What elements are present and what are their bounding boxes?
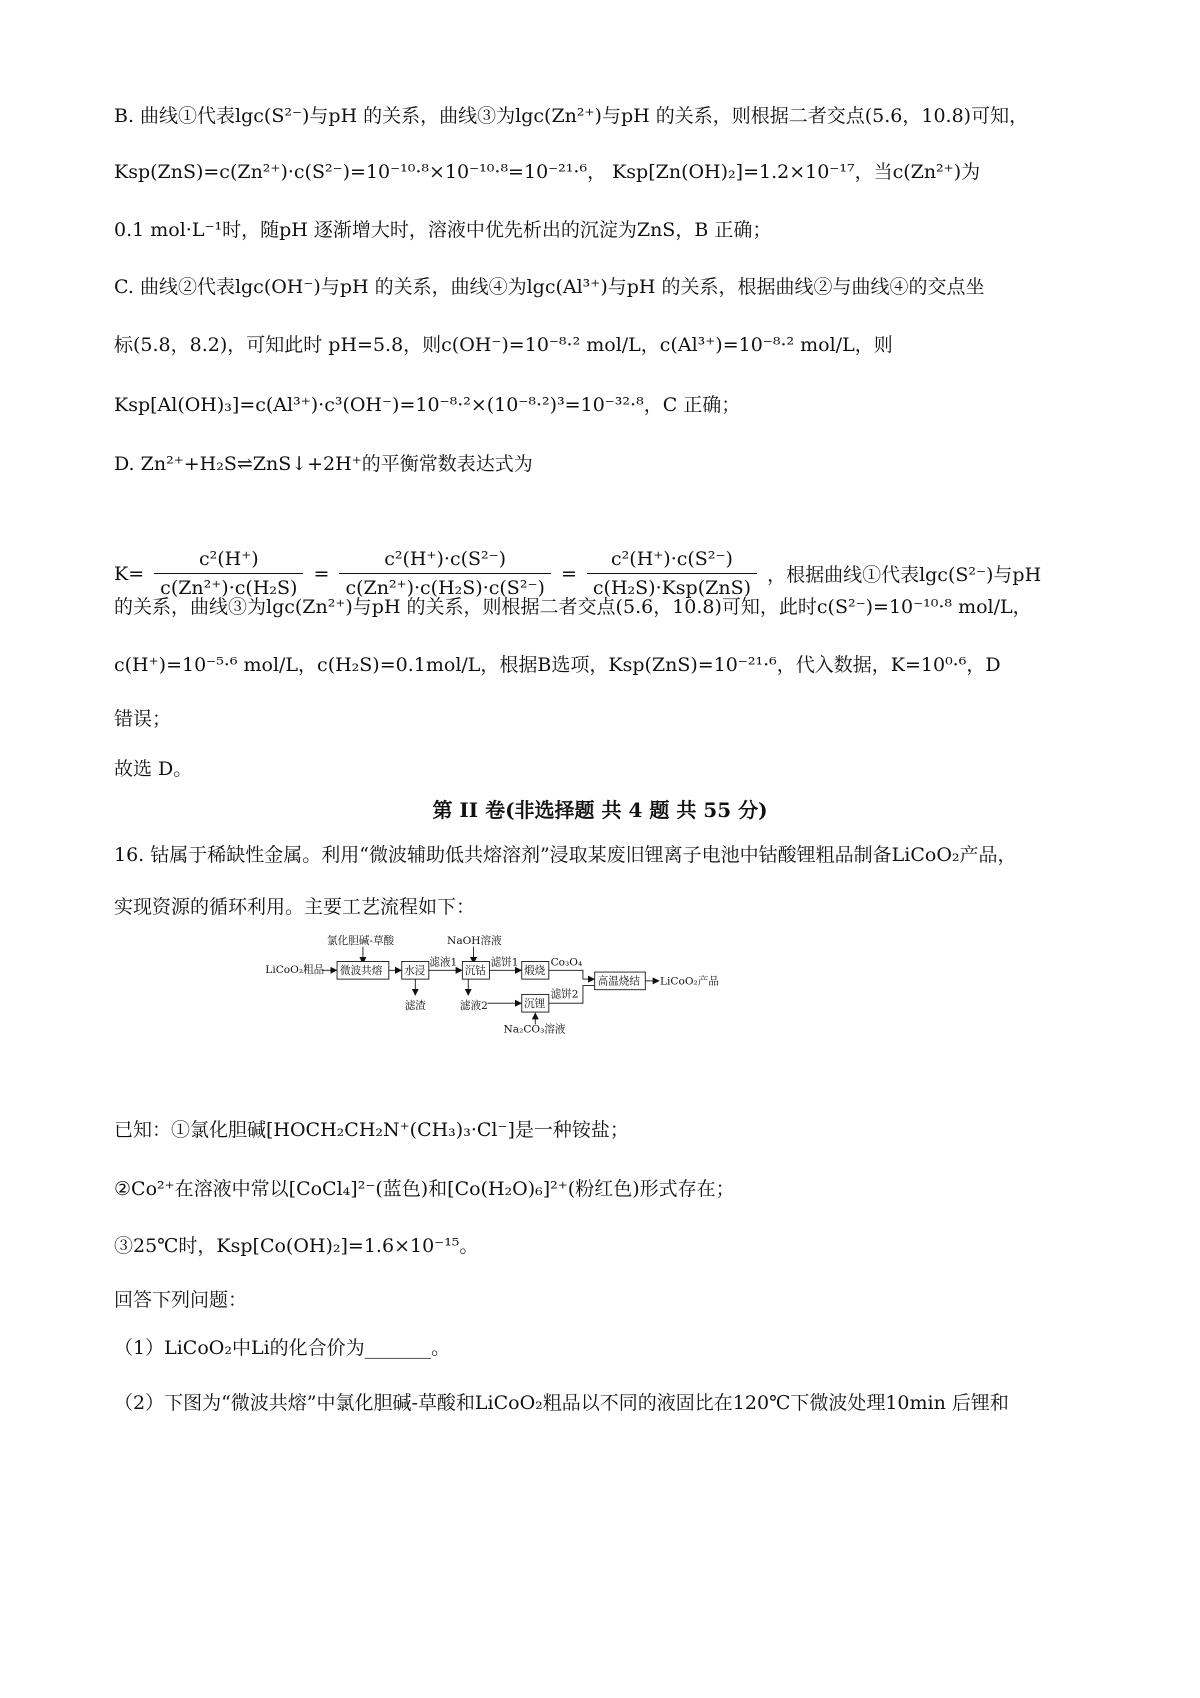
box-water-leach: 水浸 [404,964,426,977]
line-d1: D. Zn²⁺+H₂S⇌ZnS↓+2H⁺的平衡常数表达式为 [114,453,533,475]
box-high-temp-sinter: 高温烧结 [597,975,640,988]
box-microwave-melt: 微波共熔 [340,964,383,977]
equals-sign: = [560,562,577,585]
equilibrium-constant-expression [114,548,1041,599]
section-title: 第 II 卷(非选择题 共 4 题 共 55 分) [432,798,768,822]
fraction-1-numerator: c²(H⁺) [154,548,303,574]
line-d3: c(H⁺)=10⁻⁵·⁶ mol/L，c(H₂S)=0.1mol/L，根据B选项，Ksp(ZnS)=10⁻²¹·⁶，代入数据，K=10⁰·⁶，D [114,654,1001,676]
fraction-2 [339,548,550,599]
flow-start: LiCoO₂粗品 [265,964,325,977]
reagent-bottom: Na₂CO₃溶液 [503,1023,566,1035]
label-residue: 滤渣 [404,1000,426,1013]
question-16-line1: 16. 钴属于稀缺性金属。利用“微波辅助低共熔溶剂”浸取某废旧锂离子电池中钴酸锂粗品制备LiCoO₂产品， [114,844,1017,866]
label-filtrate-1: 滤液1 [429,956,458,969]
line-c3: Ksp[Al(OH)₃]=c(Al³⁺)·c³(OH⁻)=10⁻⁸·²×(10⁻⁸·²)³=10⁻³²·⁸，C 正确； [114,394,741,416]
fraction-3 [587,548,757,599]
line-c2: 标(5.8，8.2)，可知此时 pH=5.8，则c(OH⁻)=10⁻⁸·² mol/L，c(Al³⁺)=10⁻⁸·² mol/L，则 [114,334,893,356]
label-filter-cake-1: 滤饼1 [490,956,519,969]
line-d4: 错误； [114,708,172,730]
fraction-suffix: ，根据曲线①代表lgc(S²⁻)与pH [767,564,1042,586]
label-filter-cake-2: 滤饼2 [550,988,579,1001]
answer-prompt: 回答下列问题： [114,1289,248,1311]
reagent-top-mid: NaOH溶液 [447,935,502,947]
line-answer: 故选 D。 [114,758,193,780]
process-flow-diagram [110,935,890,1035]
subquestion-2: （2）下图为“微波共熔”中氯化胆碱-草酸和LiCoO₂粗品以不同的液固比在120℃下微波处理10min 后锂和 [114,1392,1009,1414]
known-3: ③25℃时，Ksp[Co(OH)₂]=1.6×10⁻¹⁵。 [114,1235,479,1257]
line-c1: C. 曲线②代表lgc(OH⁻)与pH 的关系，曲线④为lgc(Al³⁺)与pH 的关系，根据曲线②与曲线④的交点坐 [114,276,985,298]
k-prefix: K= [114,562,145,585]
fraction-3-numerator: c²(H⁺)·c(S²⁻) [587,548,757,574]
known-2: ②Co²⁺在溶液中常以[CoCl₄]²⁻(蓝色)和[Co(H₂O)₆]²⁺(粉红色)形式存在； [114,1178,735,1200]
fraction-2-numerator: c²(H⁺)·c(S²⁻) [339,548,550,574]
equals-sign: = [313,562,330,585]
known-1: 已知：①氯化胆碱[HOCH₂CH₂N⁺(CH₃)₃·Cl⁻]是一种铵盐； [114,1119,629,1141]
box-precipitate-lithium: 沉锂 [524,997,546,1010]
flow-product: LiCoO₂产品 [660,975,719,988]
fraction-2-denominator: c(Zn²⁺)·c(H₂S)·c(S²⁻) [345,577,545,599]
reagent-top-left: 氯化胆碱-草酸 [327,935,395,947]
label-filtrate-2: 滤液2 [460,1000,488,1013]
label-co3o4: Co₃O₄ [550,956,583,969]
subquestion-1: （1）LiCoO₂中Li的化合价为_______。 [114,1337,451,1359]
fraction-1 [154,548,303,599]
question-16-line2: 实现资源的循环利用。主要工艺流程如下： [114,896,476,918]
line-d2: 的关系，曲线③为lgc(Zn²⁺)与pH 的关系，则根据二者交点(5.6，10.8)可知，此时c(S²⁻)=10⁻¹⁰·⁸ mol/L， [114,596,1032,618]
box-calcine: 煅烧 [524,964,546,977]
box-precipitate-cobalt: 沉钴 [464,964,486,977]
line-b3: 0.1 mol·L⁻¹时，随pH 逐渐增大时，溶液中优先析出的沉淀为ZnS，B 正确； [114,219,772,241]
fraction-1-denominator: c(Zn²⁺)·c(H₂S) [160,577,298,599]
line-b2: Ksp(ZnS)=c(Zn²⁺)·c(S²⁻)=10⁻¹⁰·⁸×10⁻¹⁰·⁸=10⁻²¹·⁶， Ksp[Zn(OH)₂]=1.2×10⁻¹⁷，当c(Zn²⁺)为 [114,161,981,183]
fraction-3-denominator: c(H₂S)·Ksp(ZnS) [592,577,752,599]
line-b1: B. 曲线①代表lgc(S²⁻)与pH 的关系，曲线③为lgc(Zn²⁺)与pH 的关系，则根据二者交点(5.6，10.8)可知， [114,105,1029,127]
